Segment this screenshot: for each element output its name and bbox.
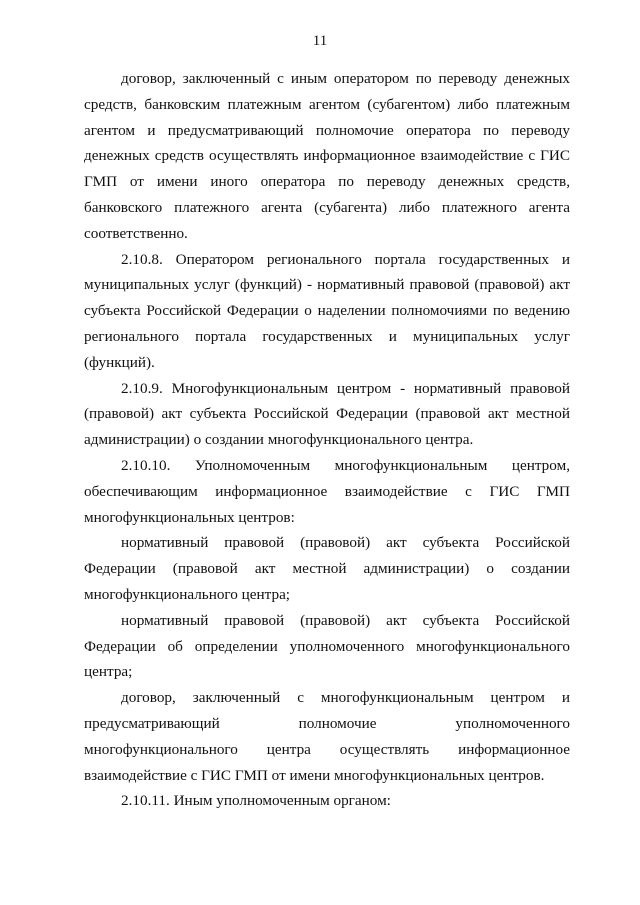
paragraph-2-10-8: 2.10.8. Оператором регионального портала государственных и муниципальных услуг (функций) - нормативный правовой (правовой) акт субъекта Российской Федерации о наделении полномочиями по ведению регионального портала государственных и муниципальных услуг (функций). bbox=[84, 250, 570, 371]
page-number: 11 bbox=[312, 33, 328, 49]
paragraph-2-10-10: 2.10.10. Уполномоченным многофункциональным центром, обеспечивающим информационное взаимодействие с ГИС ГМП многофункциональных центров: bbox=[84, 456, 570, 526]
paragraph-mfc-designation-act: нормативный правовой (правовой) акт субъекта Российской Федерации об определении уполномоченного многофункционального центра; bbox=[84, 611, 570, 681]
paragraph-2-10-9: 2.10.9. Многофункциональным центром - нормативный правовой (правовой) акт субъекта Российской Федерации (правовой акт местной администрации) о создании многофункционального центра. bbox=[84, 379, 570, 449]
paragraph-contract-payment-operator: договор, заключенный с иным оператором по переводу денежных средств, банковским платежным агентом (субагентом) либо платежным агентом и предусматривающий полномочие оператора по переводу денежных средств осуществлять информационное взаимодействие с ГИС ГМП от имени иного оператора по переводу денежных средств, банковского платежного агента (субагента) либо платежного агента соответственно. bbox=[84, 70, 570, 242]
paragraph-mfc-contract: договор, заключенный с многофункциональным центром и предусматривающий полномочие уполномоченного многофункционального центра осуществлять информационное взаимодействие с ГИС ГМП от имени многофункциональных центров. bbox=[84, 689, 570, 784]
paragraph-2-10-11: 2.10.11. Иным уполномоченным органом: bbox=[121, 792, 391, 810]
document-body bbox=[84, 66, 570, 814]
paragraph-mfc-creation-act: нормативный правовой (правовой) акт субъекта Российской Федерации (правовой акт местной администрации) о создании многофункционального центра; bbox=[84, 534, 570, 603]
